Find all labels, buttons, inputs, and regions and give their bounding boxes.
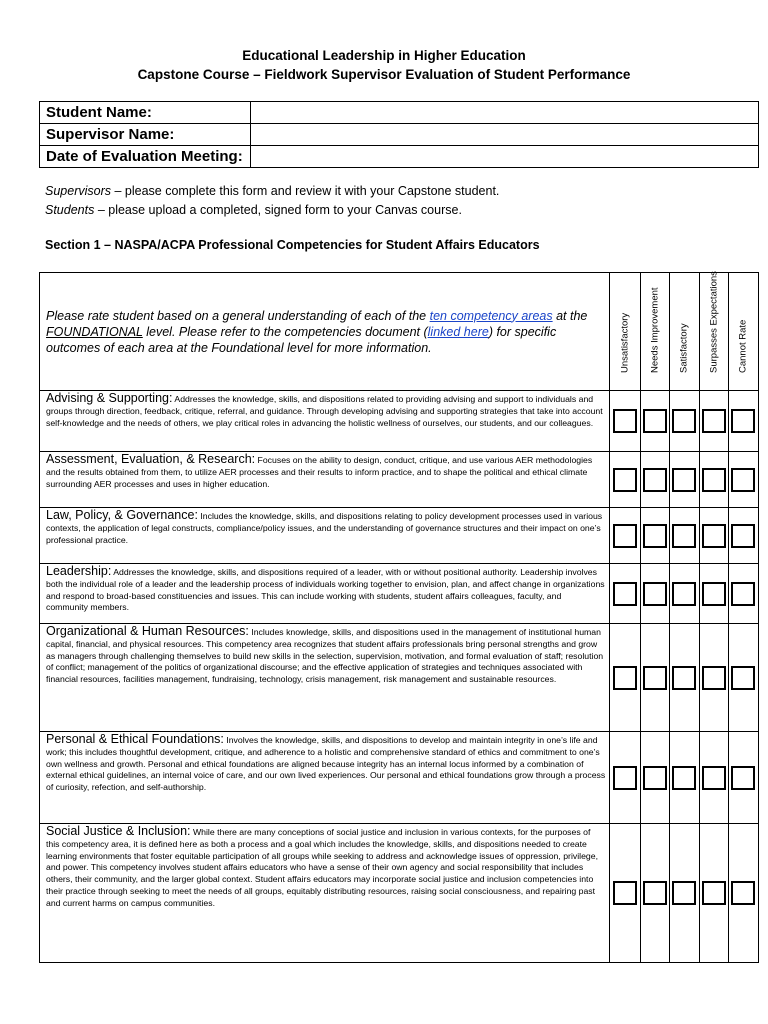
rating-checkbox-surpasses-expectations[interactable] [702, 468, 726, 492]
competency-row-social-justice [40, 824, 759, 963]
evaluation-date-field[interactable] [251, 146, 759, 168]
competency-row-organizational [40, 624, 759, 732]
column-header-unsatisfactory: Unsatisfactory [610, 273, 640, 391]
rating-checkbox-unsatisfactory[interactable] [613, 666, 637, 690]
rating-checkbox-needs-improvement[interactable] [643, 881, 667, 905]
competency-description: Law, Policy, & Governance: Includes the knowledge, skills, and dispositions relating to policy development processes used in various contexts, the application of legal constructs, compliance/policy issues, and the understanding of governance structures and their impact on one’s professional practice. [40, 508, 610, 564]
competency-description: Advising & Supporting: Addresses the knowledge, skills, and dispositions related to providing advising and support to individuals and groups through direction, feedback, critique, referral, and guidance. Through developing advising and supporting strategies that take into account self-knowledge and the needs of others, we play critical roles in advancing the holistic wellness of ourselves, our students, and our colleagues. [40, 391, 610, 452]
rating-checkbox-surpasses-expectations[interactable] [702, 766, 726, 790]
rating-checkbox-unsatisfactory[interactable] [613, 881, 637, 905]
rating-checkbox-surpasses-expectations[interactable] [702, 524, 726, 548]
rating-checkbox-needs-improvement[interactable] [643, 409, 667, 433]
competency-row-law-policy [40, 508, 759, 564]
column-header-needs-improvement: Needs Improvement [640, 273, 669, 391]
competency-description: Leadership: Addresses the knowledge, skills, and dispositions required of a leader, with or without positional authority. Leadership involves both the individual role of a leader and the leadership process of individuals working together to envision, plan, and affect change in organizations and respond to broad-based constituencies and issues. This can include working with students, student affairs colleagues, faculty, and community members. [40, 564, 610, 624]
student-name-label: Student Name: [40, 102, 251, 124]
competency-row-assessment [40, 452, 759, 508]
rating-checkbox-cannot-rate[interactable] [731, 666, 755, 690]
rating-checkbox-satisfactory[interactable] [672, 666, 696, 690]
rating-checkbox-unsatisfactory[interactable] [613, 766, 637, 790]
column-header-cannot-rate: Cannot Rate [728, 273, 758, 391]
rating-checkbox-satisfactory[interactable] [672, 524, 696, 548]
competency-description: Personal & Ethical Foundations: Involves the knowledge, skills, and dispositions to develop and maintain integrity in one’s life and work; this includes thoughtful development, critique, and adherence to a holistic and comprehensive standard of ethics and commitment to one’s own wellness and growth. Personal and ethical foundations are aligned because integrity has an internal locus informed by a combination of external ethical guidelines, an internal voice of care, and our own lived experiences. Our personal and ethical foundations grow through a process of curiosity, refection, and self-authorship. [40, 732, 610, 824]
competency-name: Law, Policy, & Governance: [46, 508, 198, 522]
column-header-surpasses-expectations: Surpasses Expectations [699, 273, 728, 391]
rating-checkbox-cannot-rate[interactable] [731, 881, 755, 905]
competency-description: Assessment, Evaluation, & Research: Focuses on the ability to design, conduct, critique, and use various AER methodologies and the results obtained from them, to utilize AER processes and their results to inform practice, and to shape the political and ethical climate surrounding AER processes and uses in higher education. [40, 452, 610, 508]
rating-checkbox-needs-improvement[interactable] [643, 582, 667, 606]
document-subtitle: Capstone Course – Fieldwork Supervisor Evaluation of Student Performance [137, 67, 631, 82]
supervisor-name-row [40, 124, 759, 146]
student-name-field[interactable] [251, 102, 759, 124]
rating-checkbox-cannot-rate[interactable] [731, 468, 755, 492]
competency-name: Leadership: [46, 564, 112, 578]
rating-checkbox-needs-improvement[interactable] [643, 766, 667, 790]
competency-row-advising [40, 391, 759, 452]
rating-checkbox-cannot-rate[interactable] [731, 766, 755, 790]
rating-checkbox-cannot-rate[interactable] [731, 524, 755, 548]
rating-instructions: Please rate student based on a general understanding of each of the ten competency areas at the FOUNDATIONAL level. Please refer to the competencies document (linked here) for specific outcomes of each area at the Foundational level for more information. [40, 273, 610, 391]
rating-checkbox-needs-improvement[interactable] [643, 666, 667, 690]
competency-description: Social Justice & Inclusion: While there are many conceptions of social justice and inclusion in various contexts, for the purposes of this competency area, it is defined here as both a process and a goal which includes the knowledge, skills, and dispositions needed to create learning environments that foster equitable participation of all groups while seeking to address and acknowledge issues of oppression, privilege, and power. This competency involves student affairs educators who have a sense of their own agency and social responsibility that includes others, their community, and the larger global context. Student affairs educators may incorporate social justice and inclusion competencies into their practice through seeking to meet the needs of all groups, equitably distributing resources, raising social consciousness, and repairing past and current harms on campus communities. [40, 824, 610, 963]
competency-name: Assessment, Evaluation, & Research: [46, 452, 256, 466]
rating-checkbox-needs-improvement[interactable] [643, 524, 667, 548]
rating-checkbox-satisfactory[interactable] [672, 766, 696, 790]
student-name-row [40, 102, 759, 124]
student-instruction: Students – please upload a completed, signed form to your Canvas course. [45, 203, 462, 217]
rating-checkbox-unsatisfactory[interactable] [613, 524, 637, 548]
document-title: Educational Leadership in Higher Education [242, 48, 526, 63]
rating-checkbox-satisfactory[interactable] [672, 582, 696, 606]
rating-header-row [40, 273, 759, 391]
supervisor-instruction: Supervisors – please complete this form and review it with your Capstone student. [45, 184, 500, 198]
competency-name: Organizational & Human Resources: [46, 624, 249, 638]
competency-row-personal-ethical [40, 732, 759, 824]
rating-checkbox-needs-improvement[interactable] [643, 468, 667, 492]
competency-description: Organizational & Human Resources: Includes knowledge, skills, and dispositions used in the management of institutional human capital, financial, and physical resources. This competency area recognizes that student affairs professionals bring personal strengths and grow as managers through challenging themselves to build new skills in the selection, supervision, motivation, and formal evaluation of staff; resolution of conflict; management of the politics of organizational discourse; and the effective application of strategies and techniques associated with financial resources, facilities management, fundraising, technology, crisis management, risk management and sustainable resources. [40, 624, 610, 732]
competency-areas-link[interactable]: ten competency areas [429, 308, 553, 323]
rating-checkbox-surpasses-expectations[interactable] [702, 409, 726, 433]
column-header-satisfactory: Satisfactory [669, 273, 699, 391]
rating-checkbox-cannot-rate[interactable] [731, 582, 755, 606]
evaluation-date-row [40, 146, 759, 168]
rating-checkbox-surpasses-expectations[interactable] [702, 666, 726, 690]
rating-checkbox-satisfactory[interactable] [672, 468, 696, 492]
supervisor-name-field[interactable] [251, 124, 759, 146]
rating-checkbox-satisfactory[interactable] [672, 881, 696, 905]
rating-checkbox-surpasses-expectations[interactable] [702, 582, 726, 606]
evaluation-date-label: Date of Evaluation Meeting: [40, 146, 251, 168]
competency-row-leadership [40, 564, 759, 624]
rating-checkbox-surpasses-expectations[interactable] [702, 881, 726, 905]
competency-name: Advising & Supporting: [46, 391, 173, 405]
student-info-table [39, 101, 759, 168]
rating-checkbox-unsatisfactory[interactable] [613, 468, 637, 492]
section-title: Section 1 – NASPA/ACPA Professional Competencies for Student Affairs Educators [45, 238, 540, 252]
competencies-document-link[interactable]: linked here [427, 324, 489, 339]
supervisor-name-label: Supervisor Name: [40, 124, 251, 146]
rating-checkbox-satisfactory[interactable] [672, 409, 696, 433]
rating-checkbox-unsatisfactory[interactable] [613, 582, 637, 606]
rating-checkbox-unsatisfactory[interactable] [613, 409, 637, 433]
competency-name: Personal & Ethical Foundations: [46, 732, 224, 746]
competency-name: Social Justice & Inclusion: [46, 824, 191, 838]
competency-evaluation-table [39, 272, 759, 963]
rating-checkbox-cannot-rate[interactable] [731, 409, 755, 433]
